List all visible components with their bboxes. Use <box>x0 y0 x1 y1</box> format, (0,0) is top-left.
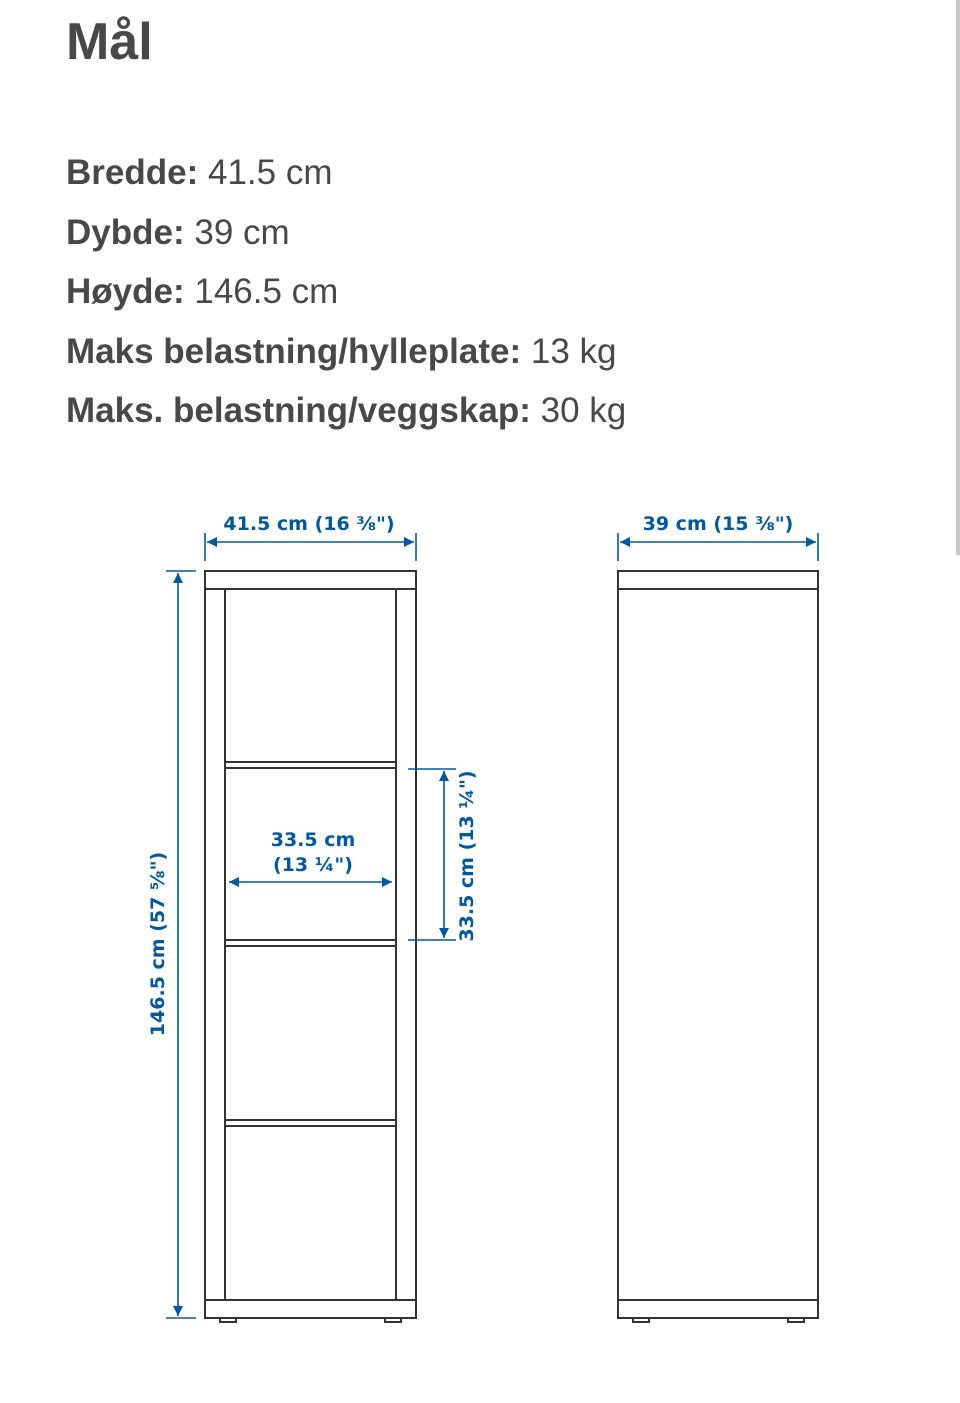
side-bottom-panel <box>618 1300 818 1318</box>
inner-height-label: 33.5 cm (13 ¼") <box>456 770 478 942</box>
arrowhead <box>404 537 414 547</box>
arrowhead <box>173 1306 183 1316</box>
spec-label: Maks belastning/hylleplate: <box>66 331 522 371</box>
foot-left <box>220 1318 236 1322</box>
dimension-labels <box>147 513 793 1036</box>
side-body <box>618 589 818 1300</box>
arrowhead <box>439 771 449 781</box>
side-top-panel <box>618 571 818 589</box>
dimension-arrowheads <box>173 537 816 1316</box>
shelf-1 <box>225 762 396 768</box>
arrowhead <box>806 537 816 547</box>
left-side-panel <box>205 589 225 1300</box>
inner-width-label-line1: 33.5 cm <box>270 829 356 851</box>
spec-value: 41.5 cm <box>207 153 333 192</box>
spec-label: Bredde: <box>66 153 199 192</box>
page-title: Mål <box>66 13 153 71</box>
arrowhead <box>382 877 392 887</box>
spec-value: 30 kg <box>540 391 627 430</box>
spec-label: Høyde: <box>66 272 185 311</box>
inner-width-label-line2: (13 ¼") <box>273 854 353 876</box>
top-panel <box>205 571 416 589</box>
height-label: 146.5 cm (57 ⅝") <box>147 851 169 1037</box>
spec-value: 39 cm <box>194 212 290 252</box>
arrowhead <box>439 928 449 938</box>
side-foot-right <box>788 1318 804 1322</box>
spec-value: 13 kg <box>530 331 617 371</box>
shelf-3 <box>225 1120 396 1126</box>
arrowhead <box>229 877 239 887</box>
side-foot-left <box>633 1318 649 1322</box>
side-view-shelf <box>618 571 818 1322</box>
dimension-lines <box>166 533 818 1318</box>
spec-label: Dybde: <box>66 212 185 252</box>
arrowhead <box>173 573 183 583</box>
arrowhead <box>620 537 630 547</box>
front-width-label: 41.5 cm (16 ⅜") <box>223 513 395 535</box>
bottom-panel <box>205 1300 416 1318</box>
side-depth-label: 39 cm (15 ⅜") <box>642 513 794 535</box>
spec-label: Maks. belastning/veggskap: <box>66 391 531 430</box>
foot-right <box>385 1318 401 1322</box>
spec-value: 146.5 cm <box>194 272 339 311</box>
shelf-2 <box>225 940 396 946</box>
arrowhead <box>207 537 217 547</box>
front-view-shelf <box>205 571 416 1322</box>
right-side-panel <box>396 589 416 1300</box>
